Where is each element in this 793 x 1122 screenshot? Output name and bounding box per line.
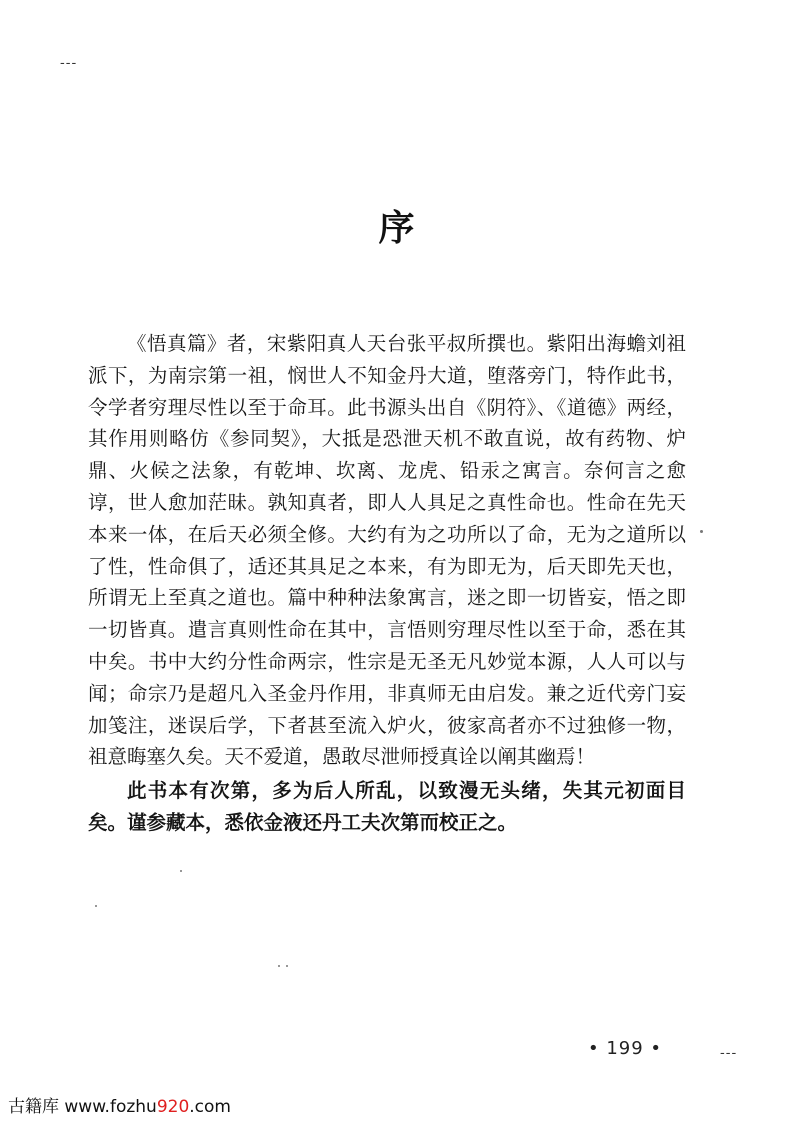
watermark-url-suffix: .com bbox=[189, 1097, 231, 1117]
corner-mark-top: --- bbox=[60, 55, 78, 71]
page-title: 序 bbox=[378, 207, 415, 249]
scan-speck bbox=[180, 870, 182, 872]
paragraph-1: 《悟真篇》者，宋紫阳真人天台张平叔所撰也。紫阳出海蟾刘祖派下，为南宗第一祖，悯世人不知金丹大道，堕落旁门，特作此书，令学者穷理尽性以至于命耳。此书源头出自《阴符》、《道德》两经，其作用则略仿《参同契》，大抵是恐泄天机不敢直说，故有药物、炉鼎、火候之法象，有乾坤、坎离、龙虎、铅汞之寓言。奈何言之愈谆，世人愈加茫昧。孰知真者，即人人具足之真性命也。性命在先天本来一体，在后天必须全修。大约有为之功所以了命，无为之道所以了性，性命俱了，适还其具足之本来，有为即无为，后天即先天也，所谓无上至真之道也。篇中种种法象寓言，迷之即一切皆妄，悟之即一切皆真。遣言真则性命在其中，言悟则穷理尽性以至于命，悉在其中矣。书中大约分性命两宗，性宗是无圣无凡妙觉本源，人人可以与闻；命宗乃是超凡入圣金丹作用，非真师无由启发。兼之近代旁门妄加笺注，迷误后学，下者甚至流入炉火，彼家高者亦不过独修一物，祖意晦塞久矣。天不爱道，愚敢尽泄师授真诠以阐其幽焉！ bbox=[88, 332, 686, 769]
page-number: • 199 • bbox=[588, 1038, 663, 1059]
watermark bbox=[8, 1092, 231, 1117]
watermark-url-prefix: www.fozhu bbox=[59, 1097, 157, 1117]
scan-speck bbox=[286, 965, 288, 967]
scan-speck bbox=[700, 530, 703, 533]
scan-speck bbox=[95, 905, 97, 907]
scan-speck bbox=[278, 965, 280, 967]
paragraph-2: 此书本有次第，多为后人所乱，以致漫无头绪，失其元初面目矣。谨参藏本，悉依金液还丹工夫次第而校正之。 bbox=[88, 779, 686, 834]
watermark-url-number: 920 bbox=[156, 1097, 190, 1117]
watermark-site-name: 古籍库 bbox=[8, 1097, 59, 1117]
preface-body bbox=[88, 328, 686, 839]
corner-mark-bottom: --- bbox=[720, 1045, 738, 1061]
